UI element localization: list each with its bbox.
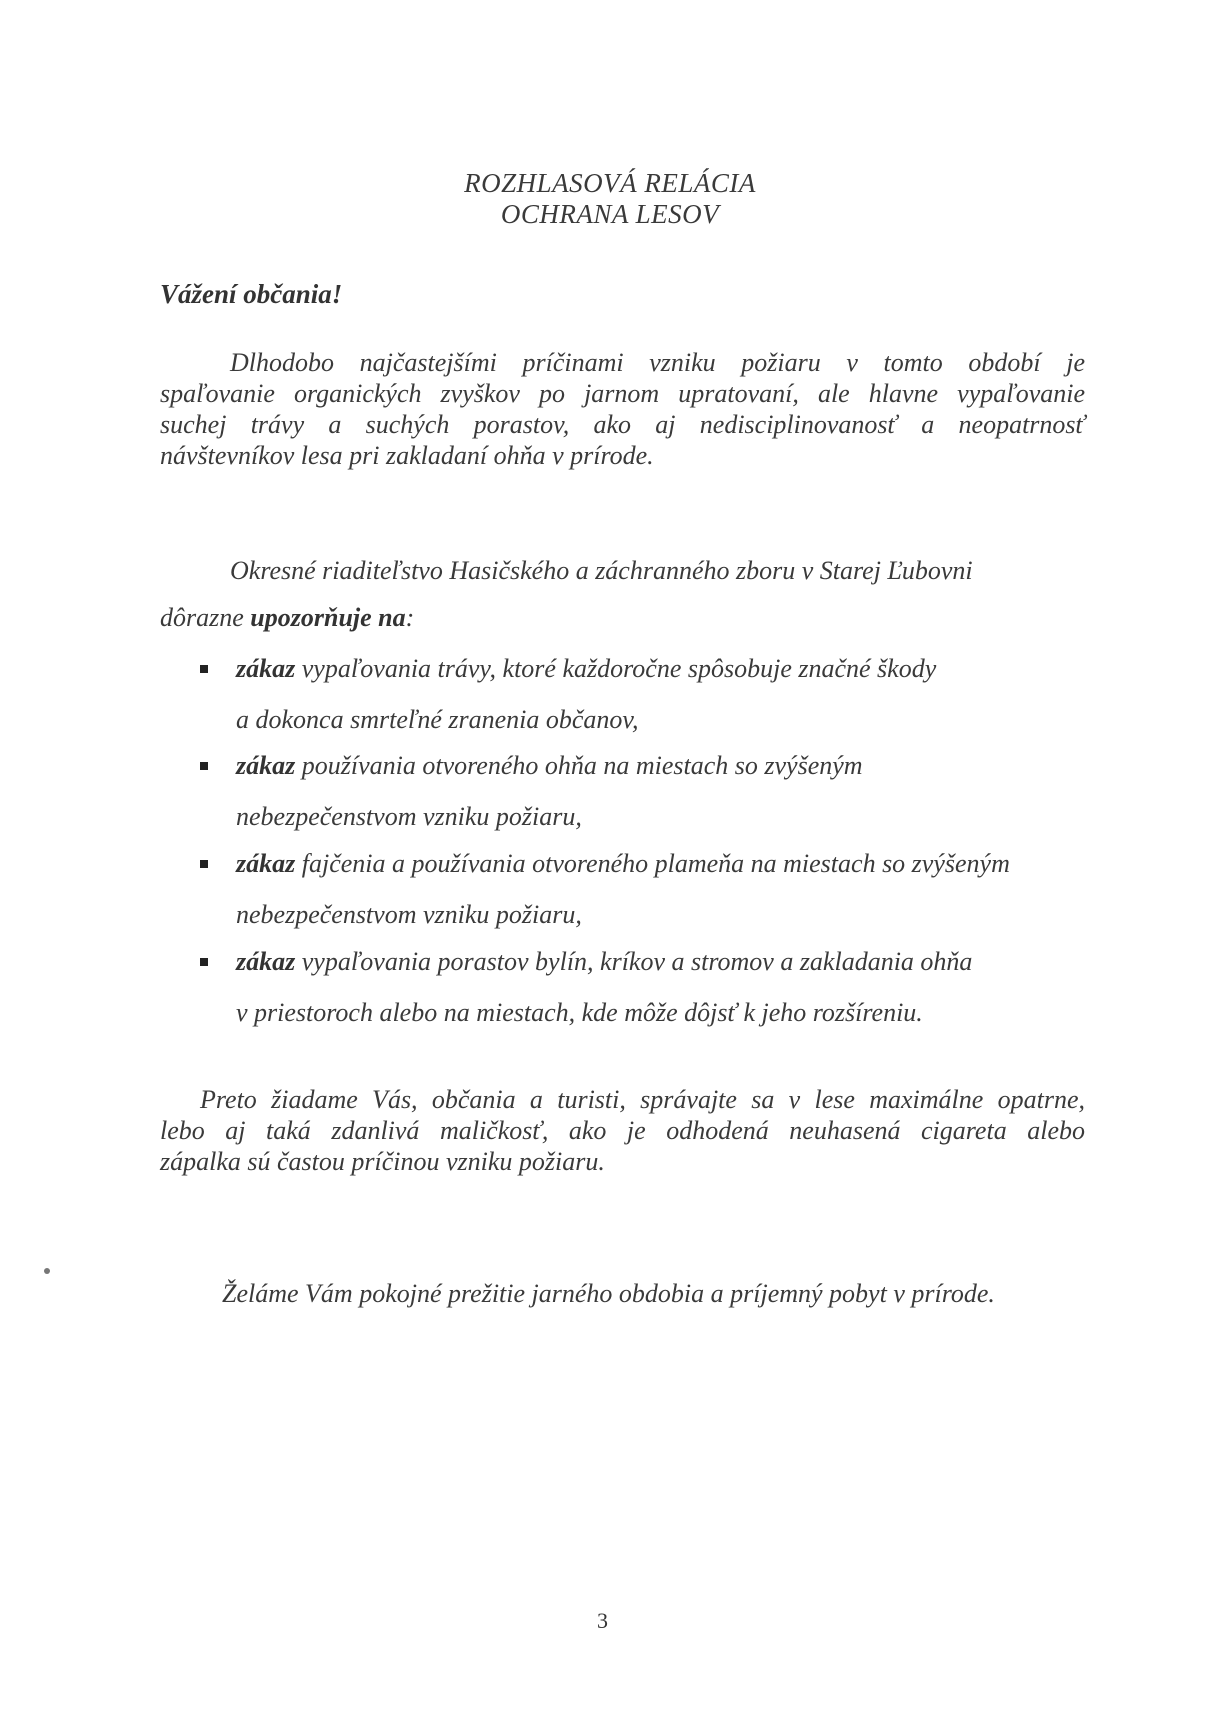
bullet-body: vypaľovania porastov bylín, kríkov a stromov a zakladania ohňa [295, 947, 973, 976]
square-bullet-icon [200, 860, 208, 868]
bullet-continuation: a dokonca smrteľné zranenia občanov, [236, 705, 639, 734]
paragraph-1 [160, 347, 1085, 471]
bullet-body: vypaľovania trávy, ktoré každoročne spôsobuje značné škody [295, 654, 937, 683]
bullet-keyword: zákaz [236, 849, 296, 878]
bullet-continuation: v priestoroch alebo na miestach, kde môže dôjsť k jeho rozšíreniu. [236, 998, 923, 1027]
bullet-text [236, 654, 936, 684]
paragraph-1-line: návštevníkov lesa pri zakladaní ohňa v prírode. [160, 441, 654, 470]
bullet-text [236, 751, 863, 781]
bullet-continuation: nebezpečenstvom vzniku požiaru, [236, 900, 582, 929]
bullet-keyword: zákaz [236, 654, 296, 683]
paragraph-3-line: lebo aj taká zdanlivá maličkosť, ako je odhodená neuhasená cigareta alebo [160, 1116, 1085, 1145]
bullet-continuation: nebezpečenstvom vzniku požiaru, [236, 802, 582, 831]
paragraph-3-line: zápalka sú častou príčinou vzniku požiaru. [160, 1147, 605, 1176]
salutation: Vážení občania! [160, 279, 343, 309]
square-bullet-icon [200, 665, 208, 673]
paragraph-2-suffix: : [405, 603, 415, 632]
paragraph-2-prefix: dôrazne [160, 603, 251, 632]
bullet-text [236, 947, 972, 977]
closing-line: Želáme Vám pokojné prežitie jarného obdobia a príjemný pobyt v prírode. [222, 1279, 995, 1308]
page-number: 3 [597, 1608, 608, 1633]
square-bullet-icon [200, 958, 208, 966]
paragraph-3-line: Preto žiadame Vás, občania a turisti, správajte sa v lese maximálne opatrne, [200, 1085, 1085, 1114]
paragraph-2-emphasis: upozorňuje na [250, 603, 406, 632]
paragraph-3 [160, 1084, 1085, 1177]
bullet-body: fajčenia a používania otvoreného plameňa na miestach so zvýšeným [295, 849, 1010, 878]
paragraph-1-line: Dlhodobo najčastejšími príčinami vzniku požiaru v tomto období je [230, 348, 1085, 377]
bullet-keyword: zákaz [236, 751, 296, 780]
paragraph-2-line-2 [160, 603, 414, 633]
bullet-text [236, 849, 1010, 879]
title-line-1: ROZHLASOVÁ RELÁCIA [464, 168, 756, 198]
bullet-body: používania otvoreného ohňa na miestach so zvýšeným [295, 751, 863, 780]
paragraph-1-line: spaľovanie organických zvyškov po jarnom upratovaní, ale hlavne vypaľovanie [160, 379, 1085, 408]
paragraph-2-line-1: Okresné riaditeľstvo Hasičského a záchranného zboru v Starej Ľubovni [230, 556, 973, 585]
bullet-keyword: zákaz [236, 947, 296, 976]
square-bullet-icon [200, 762, 208, 770]
title-line-2: OCHRANA LESOV [500, 199, 720, 229]
paragraph-1-line: suchej trávy a suchých porastov, ako aj nedisciplinovanosť a neopatrnosť [160, 410, 1085, 439]
scan-speck [44, 1268, 50, 1274]
